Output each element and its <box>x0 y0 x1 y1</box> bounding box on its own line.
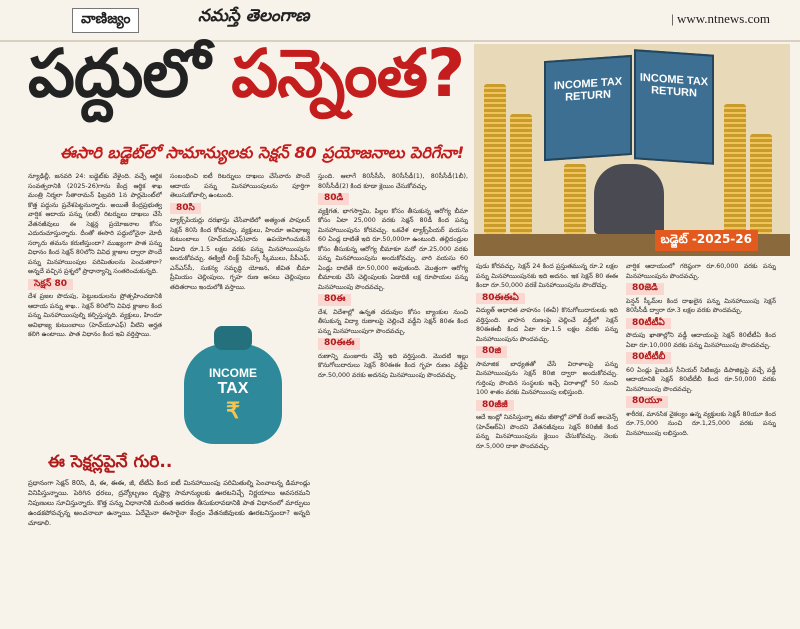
paper-name: నమస్తే తెలంగాణ <box>198 6 310 26</box>
bag-line1: INCOME <box>209 366 257 380</box>
column-3 <box>318 172 468 628</box>
label-section80: సెక్షన్ 80 <box>28 279 73 291</box>
column-4 <box>476 262 618 628</box>
headline <box>28 35 465 112</box>
80eea-paragraph: విద్యుత్ ఆధారిత వాహనం (ఈవీ) కొనుగోలుదారులకు ఇది వర్తిస్తుంది. వాహన రుణంపై చెల్లించే వడ్డీలో సెక్షన్ 80ఈఈబీ కింద ఏటా రూ.1.5 లక్షల వరకు పన్ను మినహాయింపును పొందవచ్చు. <box>476 307 618 343</box>
section80-paragraph: దేశ ప్రజల పొదుపు, పెట్టుబడులను ప్రోత్సహించడానికి ఆదాయ పన్ను శాఖ.. సెక్షన్ 80లోని వివిధ క్లాజుల కింద పన్ను మినహాయింపుల్ని కల్పిస్తున్నది. వ్యక్తులు, హిందూ అవిభాజ్య కుటుంబాలు (హెచ్‌యూఎఫ్) వీటిని అర్హత కలిగి ఉంటాయి. పాత విధానం కింద ఇవి వర్తిస్తాయి. <box>28 293 162 338</box>
col5-paragraph: వార్షిక ఆదాయంలో గరిష్ఠంగా రూ.60,000 వరకు పన్ను మినహాయింపును పొందవచ్చు. <box>626 263 776 280</box>
80tta-paragraph: పొదుపు ఖాతాల్లోని వడ్డీ ఆదాయంపై సెక్షన్ 80టీటీఏ కింద ఏటా రూ.10,000 వరకు పన్ను మినహాయింపు పొందవచ్చు. <box>626 332 776 349</box>
80gg-paragraph: ఆదే ఇంట్లో నివసిస్తున్నా తమ జీతాల్లో హౌజ్ రెంట్ అలవెన్స్ (హెచ్ఆర్ఏ) పొందని వేతనజీవులు సెక్షన్ 80జీజీ కింద పన్ను మినహాయింపును క్లెయిం చేసుకోవచ్చు. నెలకు రూ.5,000 దాకా పొందవచ్చు. <box>476 414 618 450</box>
label-80e: 80ఈ <box>318 294 351 306</box>
80e-paragraph: దేశ, విదేశాల్లో ఉన్నత చదువుల కోసం బ్యాంకుల నుంచి తీసుకున్న విద్యా రుణాలపై చెల్లించే వడ్డీని సెక్షన్ 80ఈ కింద పన్ను మినహాయింపుగా పొందవచ్చు. <box>318 308 468 335</box>
80ee-paragraph: రుణాన్ని మంజూరు చేస్తే ఇది వర్తిస్తుంది. మొదటి ఇల్లు కొనుగోలుదారులు సెక్షన్ 80ఈఈ కింద గృహ రుణం వడ్డీపై రూ.50,000 వరకు అదనపు మినహాయింపు పొందవచ్చు. <box>318 352 468 379</box>
headline-part1: పద్దులో <box>28 35 232 112</box>
coin-stack <box>724 104 746 234</box>
mid-section-body <box>28 478 310 628</box>
column-5 <box>626 262 776 628</box>
label-80c: 80సి <box>170 203 201 215</box>
income-tax-bag-illustration <box>174 318 292 450</box>
label-80eea: 80ఈఈఏ <box>476 293 525 305</box>
label-80u: 80యూ <box>626 396 668 408</box>
coin-stack <box>510 114 532 234</box>
mid-paragraph: ప్రధానంగా సెక్షన్ 80సి, డి, ఈ, ఈఈ, జీ, టీటీఏ కింద ఐటీ మినహాయింపు పరిమితుల్ని పెంచాలన్న డిమాండ్లు వినిపిస్తున్నాయి. పెరిగిన ధరలు, ద్రవ్యోల్బణం దృష్ట్యా సామాన్యులకు ఊరటనిచ్చే నిర్ణయాలు అవసరమని నిపుణులు సూచిస్తున్నారు. కొత్త పన్ను విధానానికి మరింత ఆదరణ తీసుకురావడానికి పాత విధానంలో మార్పులు ఉండకపోవచ్చన్న అంచనాలూ ఉన్నాయి. ఏదేమైనా ఈసారైనా కేంద్రం వేతనజీవులకు ఊరటనిస్తుందా? అన్నది చూడాలి. <box>28 479 310 527</box>
label-80ccd: 80జెడి <box>626 283 664 295</box>
budget-badge: బడ్జెట్ -2025-26 <box>655 230 758 251</box>
bag-label <box>196 366 270 424</box>
coin-stack <box>750 134 772 234</box>
label-80gg: 80జీజీ <box>476 400 514 412</box>
80c-paragraph: ట్యాక్స్‌పేయర్లు దరఖాస్తు చేసేవాటిలో అత్యంత పాపులర్ సెక్షన్ 80సి కింద కోరవచ్చు. వ్యక్తులు, హిందూ అవిభాజ్య కుటుంబాలు (హెచ్‌యూఎఫ్)వారు ఉపయోగించుకునే ఏడాది రూ.1.5 లక్షల వరకు పన్ను మినహాయింపును అందుకోవచ్చు. ఈక్విటీ లింక్డ్ సేవింగ్స్ స్కీములు, పీపీఎఫ్, ఎన్ఎస్‌సీ, సుకన్య సమృద్ధి యోజన, జీవిత బీమా ప్రీమియం చెల్లింపులు, గృహ రుణ అసలు చెల్లింపులు తదితరాలు ఇందులోకి వస్తాయి. <box>170 217 310 291</box>
coin-stack <box>564 164 586 234</box>
col2-paragraph: సంబంధించి ఐటీ రిటర్నులు దాఖలు చేసేవారు పొందే ఆదాయ పన్ను మినహాయింపులను పూర్తిగా తెలుసుకోవాల్సి ఉంటుంది. <box>170 173 310 199</box>
mid-section-title: ఈ సెక్షన్లపైనే గురి.. <box>48 452 173 472</box>
headline-part2: పన్నెంత? <box>231 35 465 112</box>
column-1 <box>28 172 162 448</box>
coin-stack <box>484 84 506 234</box>
80ttb-paragraph: 60 ఏండ్లు పైబడిన సీనియర్ సిటిజన్లు డిపాజిట్లపై వచ్చే వడ్డీ ఆదాయానికి సెక్షన్ 80టీటీబీ కింద రూ.50,000 వరకు మినహాయింపు పొందవచ్చు. <box>626 366 776 393</box>
bag-neck <box>214 326 252 350</box>
label-80ttb: 80టీటీబీ <box>626 352 671 364</box>
column-2 <box>170 172 310 314</box>
80u-paragraph: శారీరక, మానసిక వైకల్యం ఉన్న వ్యక్తులకు సెక్షన్ 80యూ కింద రూ.75,000 నుంచి రూ.1,25,000 వరకు పన్ను మినహాయింపు లభిస్తుంది. <box>626 410 776 437</box>
desk-figure <box>594 164 664 234</box>
bag-line2: TAX <box>217 380 249 397</box>
80ccd-paragraph: పెన్షన్ స్కీమ్‌ల కింద దాఖలైన పన్ను మినహాయింపు సెక్షన్ 80సీసీడీ ద్వారా రూ.3 లక్షల వరకు పొందవచ్చు. <box>626 297 776 314</box>
label-80g: 80జి <box>476 346 507 358</box>
subheadline: ఈసారి బడ్జెట్‌లో సామాన్యులకు సెక్షన్ 80 ప్రయోజనాలు పెరిగేనా! <box>60 143 465 162</box>
intro-paragraph: న్యూఢిల్లీ, జనవరి 24: బడ్జెట్‌కు వేళైంది. వచ్చే ఆర్థిక సంవత్సరానికి (2025-26)గాను కేంద్ర ఆర్థిక శాఖ మంత్రి నిర్మలా సీతారామన్ ఫిబ్రవరి 1న పార్లమెంట్‌లో కొత్త పద్దును ప్రవేశపెట్టనున్నారు. అయితే కేంద్రప్రభుత్వ వార్షిక ఆదాయ పన్ను (ఐటీ) రిటర్నులు దాఖలు చేసే వేతనజీవులు ఈ సెక్షన్ల ప్రయోజనాల కోసం ఎదురుచూస్తున్నారు. దీంతో ఈసారి పద్దులోనైనా మోదీ సర్కారు తమను కరుణిస్తుందా? ముఖ్యంగా పాత పన్ను విధానం కింద సెక్షన్ 80లోని వివిధ క్లాజుల ద్వారా పొందే పన్ను మినహాయింపుల పరిమితులను పెంచుతారా? అన్నదే వచ్చిన ప్రశ్నలో ప్రాధాన్యాన్ని సంతరించుకున్నది. <box>28 173 162 275</box>
col4-paragraph: పుడు కోరవచ్చు. సెక్షన్ 24 కింద ప్రస్తుతమున్న రూ.2 లక్షల పన్ను మినహాయింపునకు ఇది అదనం. ఇక సెక్షన్ 80 ఈఈ కిందా రూ.50,000 వరకే మినహాయింపును పొందొచ్చు. <box>476 263 618 289</box>
paper-url: | www.ntnews.com <box>671 11 770 26</box>
rupee-icon: ₹ <box>226 398 240 423</box>
label-80tta: 80టీటీఏ <box>626 318 671 330</box>
book-left <box>544 55 632 161</box>
book-right <box>634 49 714 165</box>
col3-paragraph: స్తుంది. ఆలాగే 80సీసీసీ, 80సీసీడీ(1), 80సీసీడీ(1బీ), 80సీసీడీ(2) కింద కూడా క్లెయిం చేసుకోవచ్చు. <box>318 173 468 190</box>
80d-paragraph: వ్యక్తిగత, భాగస్వామి, పిల్లల కోసం తీసుకున్న ఆరోగ్య బీమా కోసం ఏటా 25,000 వరకు సెక్షన్ 80డీ కింద పన్ను మినహాయింపును కోరవచ్చు. ఒకవేళ ట్యాక్స్‌పేయర్ వయసు 60 ఏండ్ల దాటితే ఇది రూ.50,000గా ఉంటుంది. తల్లిదండ్రుల కోసం తీసుకున్న ఆరోగ్య బీమాకూ మరో రూ.25,000 వరకు పన్ను మినహాయింపును అందుకోవచ్చు. వారి వయసు 60 ఏండ్లు దాటితే రూ.50,000 అవుతుంది. మొత్తంగా ఆరోగ్య బీమాలకు చేసే చెల్లింపులకు ఏడాదికి లక్ష రూపాయల పన్ను మినహాయింపు పొందవచ్చు. <box>318 207 468 291</box>
label-80ee: 80ఈఈ <box>318 338 360 350</box>
80g-paragraph: సామాజిక బాధ్యతతో చేసే విరాళాలపై పన్ను మినహాయింపును సెక్షన్ 80జి ద్వారా అందుకోవచ్చు. గుర్తింపు పొందిన సంస్థలకు ఇచ్చే విరాళాల్లో 50 నుంచి 100 శాతం వరకు మినహాయింపు లభిస్తుంది. <box>476 360 618 396</box>
label-80d: 80డి <box>318 193 349 205</box>
book-title-1: INCOME TAX RETURN <box>553 75 623 104</box>
book-title-2: INCOME TAX RETURN <box>639 71 709 100</box>
section-tag: వాణిజ్యం <box>72 8 139 33</box>
income-tax-illustration <box>474 44 790 256</box>
